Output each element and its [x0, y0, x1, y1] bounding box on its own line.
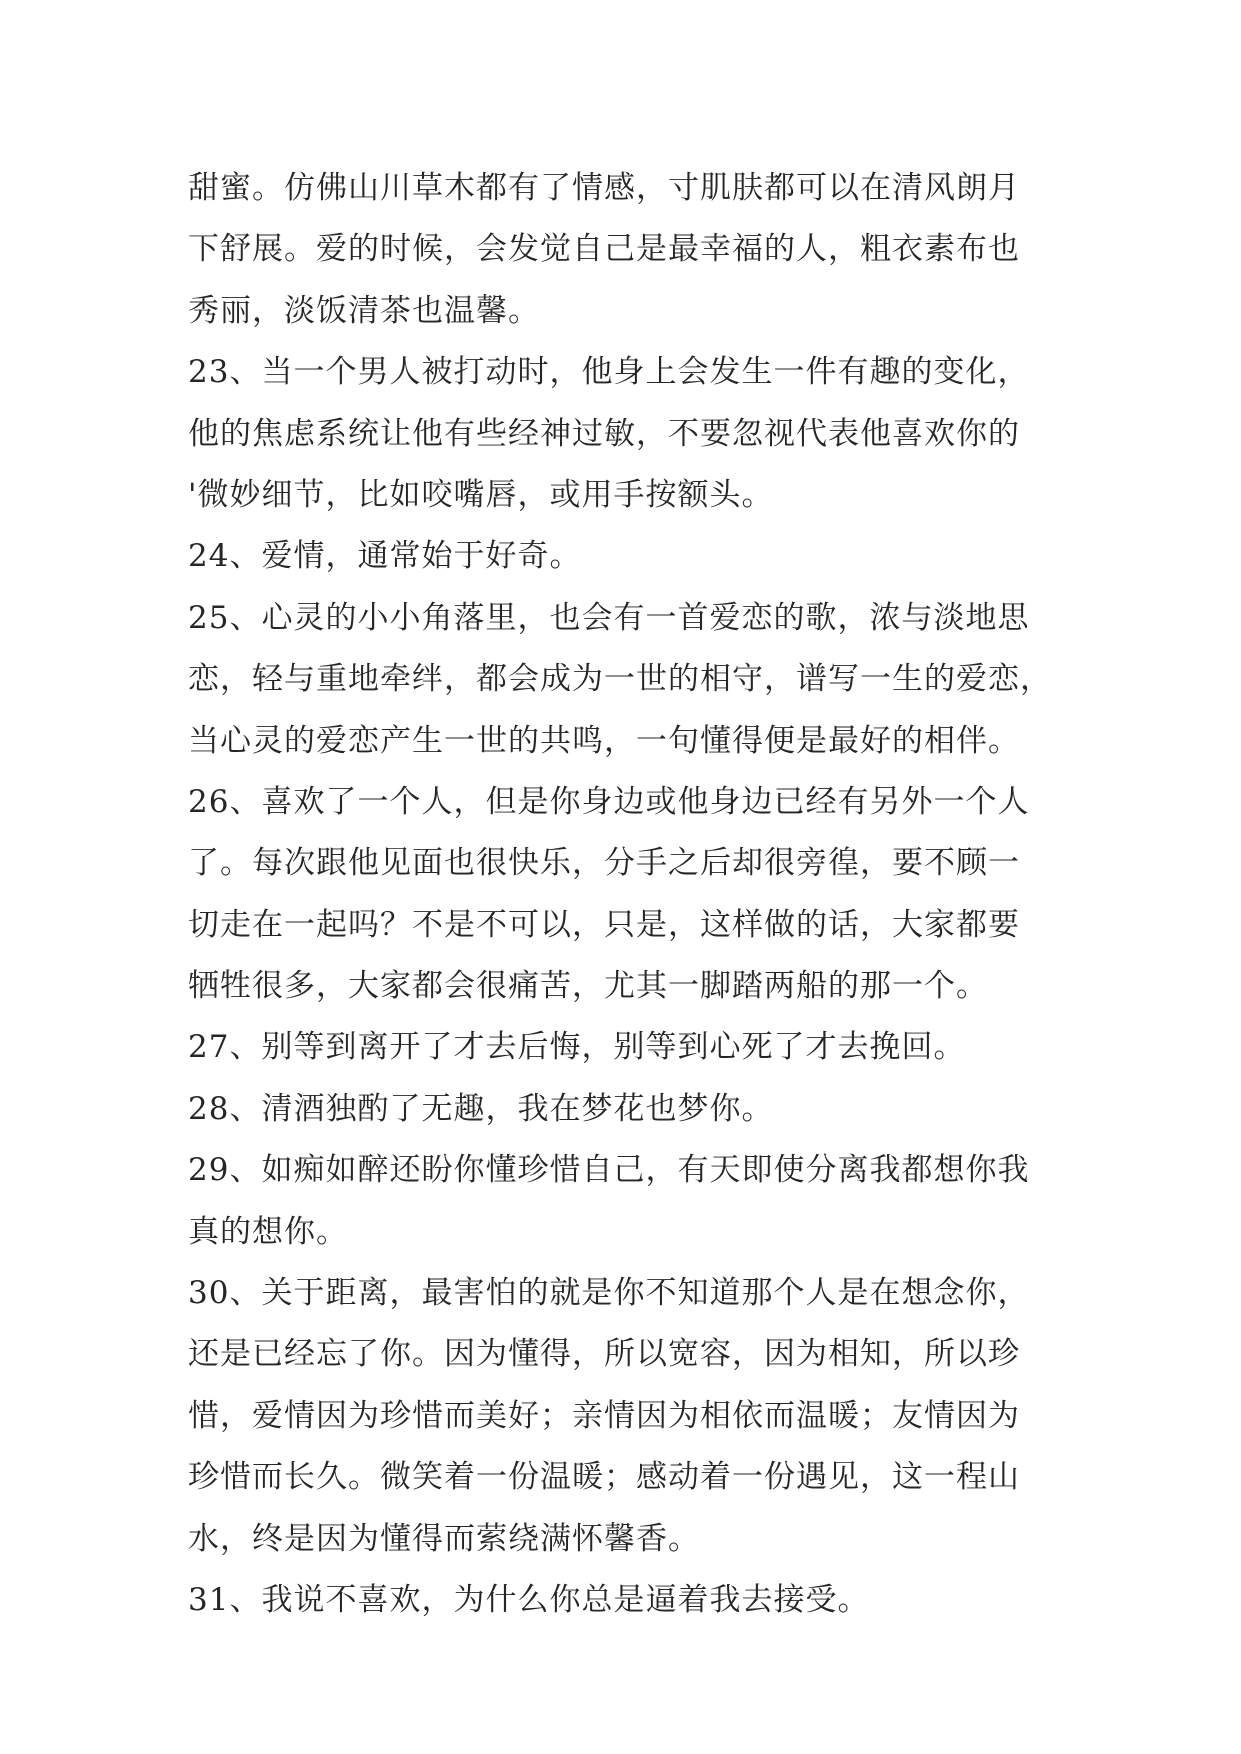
text-line: 水，终是因为懂得而萦绕满怀馨香。 — [188, 1520, 700, 1557]
text-line: 当心灵的爱恋产生一世的共鸣，一句懂得便是最好的相伴。 — [188, 722, 1020, 759]
text-line: 秀丽，淡饭清茶也温馨。 — [188, 292, 540, 329]
text-line: 31、我说不喜欢，为什么你总是逼着我去接受。 — [188, 1581, 870, 1618]
document-body — [188, 158, 1088, 1631]
text-line: 26、喜欢了一个人，但是你身边或他身边已经有另外一个人 — [188, 783, 1030, 820]
text-line: 牺牲很多，大家都会很痛苦，尤其一脚踏两船的那一个。 — [188, 968, 988, 1005]
text-line: 下舒展。爱的时候，会发觉自己是最幸福的人，粗衣素布也 — [188, 231, 1020, 268]
text-line: 23、当一个男人被打动时，他身上会发生一件有趣的变化， — [188, 354, 1030, 391]
text-line: 还是已经忘了你。因为懂得，所以宽容，因为相知，所以珍 — [188, 1336, 1020, 1373]
text-line: 他的焦虑系统让他有些经神过敏，不要忽视代表他喜欢你的 — [188, 415, 1020, 452]
text-line: 30、关于距离，最害怕的就是你不知道那个人是在想念你， — [188, 1275, 1030, 1312]
text-line: 27、别等到离开了才去后悔，别等到心死了才去挽回。 — [188, 1029, 966, 1066]
text-line: 恋，轻与重地牵绊，都会成为一世的相守，谱写一生的爱恋， — [188, 661, 1052, 698]
text-line: 24、爱情，通常始于好奇。 — [188, 538, 582, 575]
text-line: 28、清酒独酌了无趣，我在梦花也梦你。 — [188, 1090, 774, 1127]
text-line: 切走在一起吗？不是不可以，只是，这样做的话，大家都要 — [188, 906, 1020, 943]
text-line: 真的想你。 — [188, 1213, 348, 1250]
text-line: 珍惜而长久。微笑着一份温暖；感动着一份遇见，这一程山 — [188, 1459, 1020, 1496]
text-line: 25、心灵的小小角落里，也会有一首爱恋的歌，浓与淡地思 — [188, 599, 1030, 636]
text-line: 甜蜜。仿佛山川草木都有了情感，寸肌肤都可以在清风朗月 — [188, 170, 1020, 206]
text-line: 29、如痴如醉还盼你懂珍惜自己，有天即使分离我都想你我 — [188, 1152, 1030, 1189]
text-line: 惜，爱情因为珍惜而美好；亲情因为相依而温暖；友情因为 — [188, 1397, 1020, 1434]
text-line: 了。每次跟他见面也很快乐，分手之后却很旁徨，要不顾一 — [188, 845, 1020, 882]
text-line: '微妙细节，比如咬嘴唇，或用手按额头。 — [188, 476, 774, 513]
